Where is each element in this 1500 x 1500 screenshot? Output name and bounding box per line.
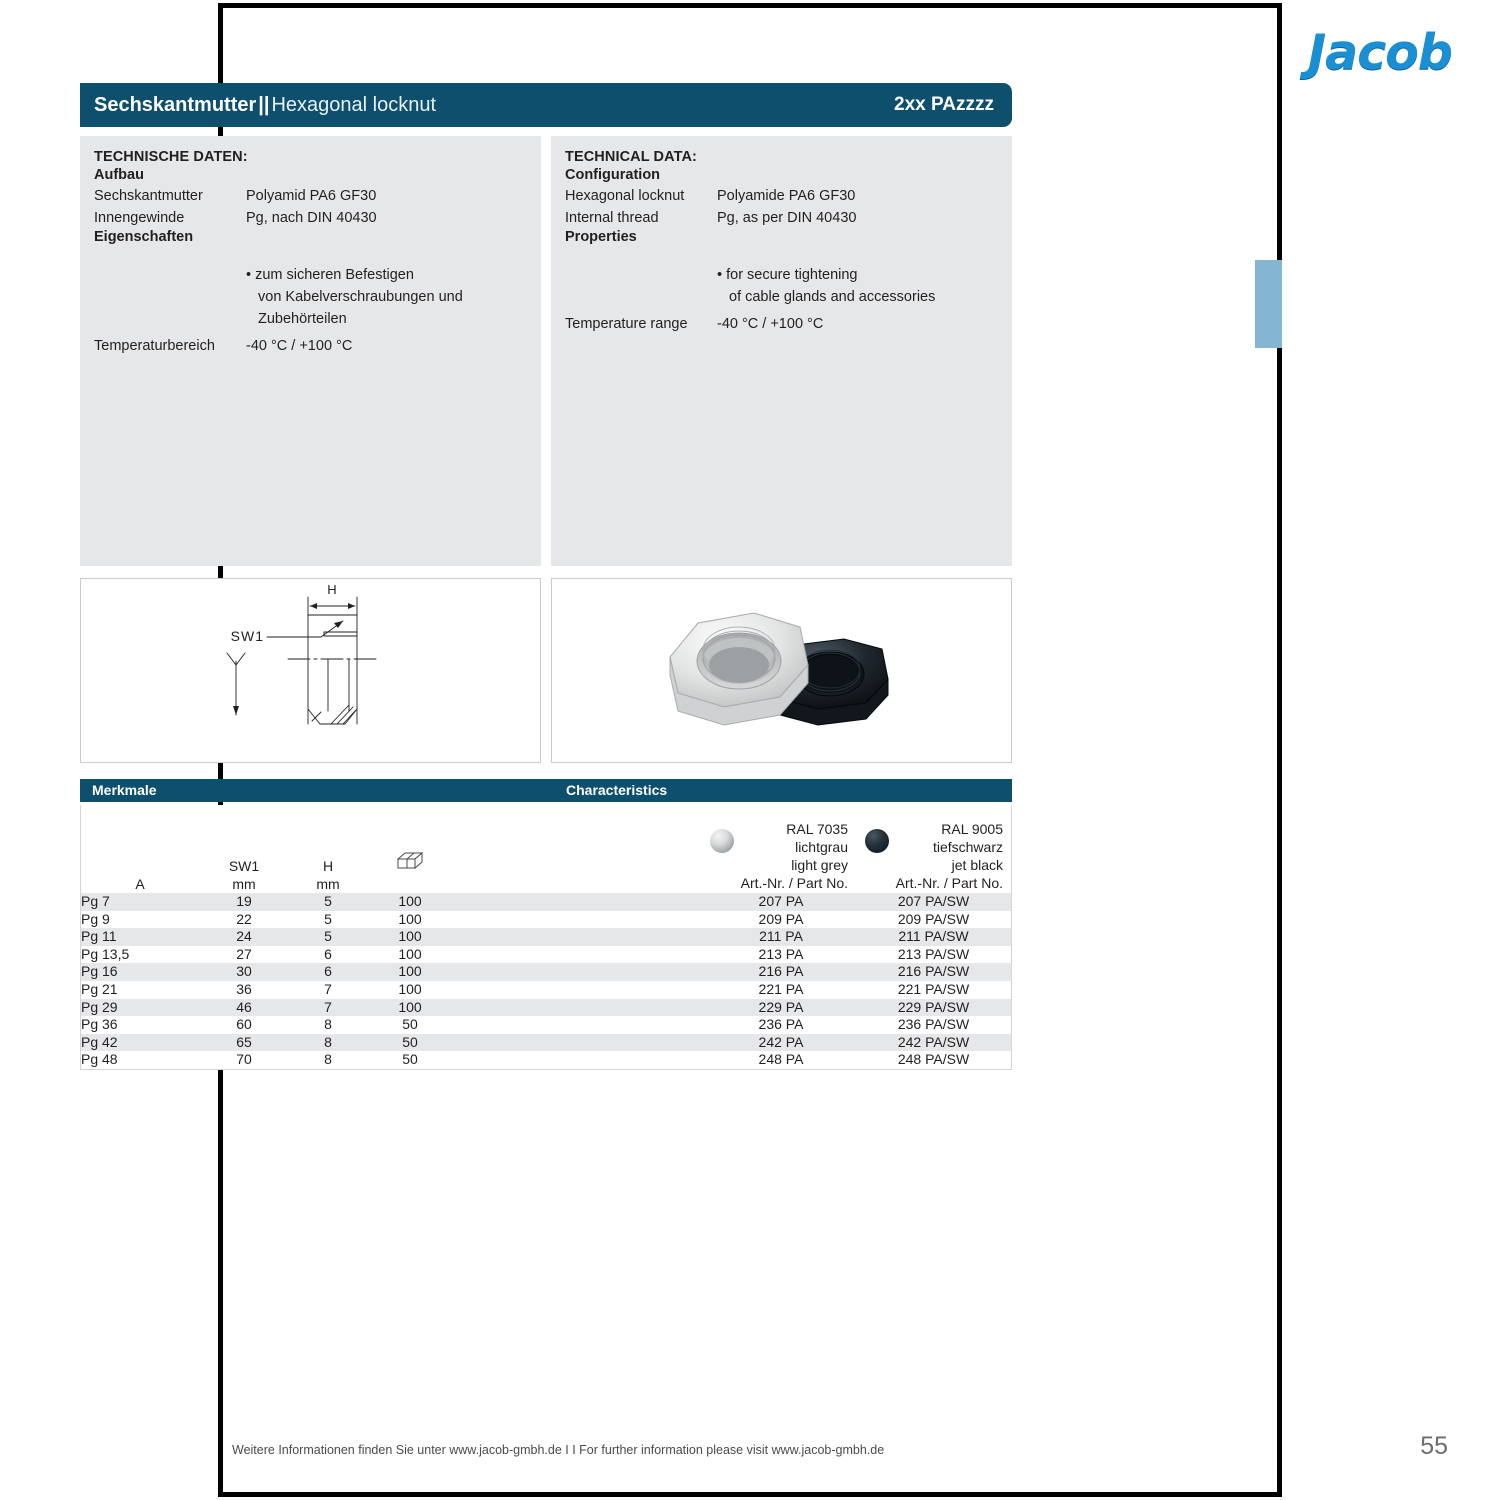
spec-label-temperature: Temperature range <box>565 316 688 333</box>
spec-label: Innengewinde <box>94 210 185 227</box>
table-row <box>81 928 1011 946</box>
table-row <box>81 963 1011 981</box>
cell-part-no-black: 209 PA/SW <box>856 911 1011 929</box>
spec-properties-list-english <box>565 264 994 308</box>
cell-packaging-qty: 100 <box>367 928 453 946</box>
cell-spacer <box>453 911 706 929</box>
table-row <box>81 1016 1011 1034</box>
table-header <box>81 805 1011 893</box>
cell-sw1: 70 <box>199 1051 289 1069</box>
page-title-bar <box>80 83 1012 127</box>
spec-subheading-configuration-english: Configuration <box>565 167 661 183</box>
spec-value: Polyamide PA6 GF30 <box>717 188 856 204</box>
color-info-jet-black: RAL 9005 tiefschwarz jet black Art.-Nr. / Part No. <box>895 821 1003 892</box>
cell-h: 5 <box>289 893 367 911</box>
table-body <box>81 893 1011 1069</box>
spec-label: Sechskantmutter <box>94 188 203 204</box>
spec-value-temperature: -40 °C / +100 °C <box>717 316 824 333</box>
cell-packaging-qty: 100 <box>367 893 453 911</box>
cell-size-a: Pg 16 <box>81 963 199 981</box>
column-header-part-no-black <box>856 805 1011 893</box>
cell-h: 6 <box>289 946 367 964</box>
spec-label: Internal thread <box>565 210 659 227</box>
part-code-badge: 2xx PAzzzz <box>894 94 994 115</box>
spec-bullet: • for secure tightening <box>717 267 858 284</box>
cell-size-a: Pg 48 <box>81 1051 199 1069</box>
spec-heading-german: TECHNISCHE DATEN: <box>94 149 248 165</box>
cell-spacer <box>453 893 706 911</box>
cell-part-no-grey: 229 PA <box>706 999 856 1017</box>
cell-part-no-black: 236 PA/SW <box>856 1016 1011 1034</box>
drawing-label-sw1: SW1 <box>230 628 264 644</box>
technical-data-panel-english <box>551 136 1012 566</box>
spec-subheading-properties-german: Eigenschaften <box>94 229 194 246</box>
cell-spacer <box>453 1034 706 1052</box>
spec-bullet-continuation: of cable glands and accessories <box>729 289 936 306</box>
spec-value-temperature: -40 °C / +100 °C <box>246 338 353 355</box>
spec-label: Hexagonal locknut <box>565 188 685 204</box>
cell-spacer <box>453 1051 706 1069</box>
cell-spacer <box>453 999 706 1017</box>
column-header-part-no-grey <box>706 805 856 893</box>
table-header-row <box>81 805 1011 893</box>
cell-spacer <box>453 928 706 946</box>
spec-heading-english: TECHNICAL DATA: <box>565 149 697 165</box>
spec-label-temperature: Temperaturbereich <box>94 338 215 355</box>
cell-part-no-grey: 242 PA <box>706 1034 856 1052</box>
cell-sw1: 46 <box>199 999 289 1017</box>
page-title-english: Hexagonal locknut <box>271 93 437 116</box>
cell-part-no-grey: 236 PA <box>706 1016 856 1034</box>
cell-h: 8 <box>289 1016 367 1034</box>
color-info-light-grey: RAL 7035 lichtgrau light grey Art.-Nr. / Part No. <box>740 821 848 892</box>
column-header-spacer <box>453 805 706 893</box>
cell-sw1: 60 <box>199 1016 289 1034</box>
cell-sw1: 27 <box>199 946 289 964</box>
table-row <box>81 946 1011 964</box>
specifications-table <box>81 805 1011 1069</box>
spec-value: Polyamid PA6 GF30 <box>246 188 377 204</box>
drawing-label-h: H <box>327 582 337 597</box>
cell-size-a: Pg 21 <box>81 981 199 999</box>
cell-size-a: Pg 42 <box>81 1034 199 1052</box>
cell-part-no-grey: 209 PA <box>706 911 856 929</box>
cell-spacer <box>453 981 706 999</box>
cell-packaging-qty: 100 <box>367 999 453 1017</box>
cell-spacer <box>453 1016 706 1034</box>
spec-bullet: • zum sicheren Befestigen <box>246 267 414 284</box>
spec-row <box>94 185 523 207</box>
spec-subheading-properties-english: Properties <box>565 229 637 246</box>
cell-h: 7 <box>289 999 367 1017</box>
locknut-product-photo <box>552 579 1011 762</box>
cell-part-no-grey: 221 PA <box>706 981 856 999</box>
column-header-packaging <box>367 805 453 893</box>
table-row <box>81 893 1011 911</box>
page-title-german: Sechskantmutter <box>94 93 257 116</box>
color-swatch-light-grey <box>710 829 734 853</box>
cell-part-no-grey: 211 PA <box>706 928 856 946</box>
cell-sw1: 22 <box>199 911 289 929</box>
features-label-german: Merkmale <box>92 782 157 798</box>
spec-row <box>565 207 994 229</box>
cell-part-no-black: 229 PA/SW <box>856 999 1011 1017</box>
table-row <box>81 1034 1011 1052</box>
cell-size-a: Pg 36 <box>81 1016 199 1034</box>
cell-part-no-black: 213 PA/SW <box>856 946 1011 964</box>
cell-sw1: 36 <box>199 981 289 999</box>
features-label-english: Characteristics <box>566 782 668 798</box>
cell-h: 5 <box>289 911 367 929</box>
column-header-h: H mm <box>316 858 340 892</box>
spec-subheading-configuration-german: Aufbau <box>94 167 144 183</box>
cell-h: 8 <box>289 1034 367 1052</box>
cell-packaging-qty: 100 <box>367 946 453 964</box>
cell-part-no-grey: 248 PA <box>706 1051 856 1069</box>
cell-h: 8 <box>289 1051 367 1069</box>
features-section-bar <box>80 779 1012 802</box>
cell-packaging-qty: 100 <box>367 981 453 999</box>
cell-packaging-qty: 50 <box>367 1051 453 1069</box>
cell-size-a: Pg 7 <box>81 893 199 911</box>
technical-data-panel-german <box>80 136 541 566</box>
cell-sw1: 19 <box>199 893 289 911</box>
cell-size-a: Pg 13,5 <box>81 946 199 964</box>
color-swatch-jet-black <box>865 829 889 853</box>
page-title <box>94 94 436 117</box>
cell-packaging-qty: 100 <box>367 963 453 981</box>
spec-value: Pg, as per DIN 40430 <box>717 210 857 227</box>
table-row <box>81 981 1011 999</box>
cell-spacer <box>453 946 706 964</box>
table-row <box>81 911 1011 929</box>
cell-sw1: 65 <box>199 1034 289 1052</box>
footer-note: Weitere Informationen finden Sie unter www.jacob-gmbh.de I I For further information please visit www.jacob-gmbh.de <box>232 1443 885 1457</box>
title-separator: || <box>258 93 270 116</box>
cell-sw1: 24 <box>199 928 289 946</box>
carton-box-icon <box>396 850 424 875</box>
cell-part-no-black: 221 PA/SW <box>856 981 1011 999</box>
cell-size-a: Pg 11 <box>81 928 199 946</box>
table-row <box>81 1051 1011 1069</box>
cell-part-no-grey: 216 PA <box>706 963 856 981</box>
product-photo-box <box>551 578 1012 763</box>
cell-part-no-grey: 207 PA <box>706 893 856 911</box>
cell-packaging-qty: 50 <box>367 1016 453 1034</box>
column-header-sw1: SW1 mm <box>228 858 260 892</box>
cell-spacer <box>453 963 706 981</box>
spec-value: Pg, nach DIN 40430 <box>246 210 377 227</box>
cell-part-no-black: 207 PA/SW <box>856 893 1011 911</box>
cell-part-no-black: 248 PA/SW <box>856 1051 1011 1069</box>
spec-row-temperature <box>94 335 523 357</box>
technical-drawing-box <box>80 578 541 763</box>
cell-size-a: Pg 9 <box>81 911 199 929</box>
locknut-cross-section-drawing <box>81 579 540 762</box>
spec-row <box>565 185 994 207</box>
cell-part-no-grey: 213 PA <box>706 946 856 964</box>
spec-row <box>94 207 523 229</box>
spec-row-temperature <box>565 313 994 335</box>
cell-packaging-qty: 100 <box>367 911 453 929</box>
cell-sw1: 30 <box>199 963 289 981</box>
page-number: 55 <box>1420 1432 1448 1460</box>
column-header-a: A <box>135 875 145 892</box>
spec-bullet-continuation: von Kabelverschraubungen und Zubehörteilen <box>258 289 463 328</box>
specifications-table-container <box>80 805 1012 1070</box>
cell-h: 7 <box>289 981 367 999</box>
table-row <box>81 999 1011 1017</box>
spec-properties-list-german <box>94 264 523 330</box>
cell-h: 6 <box>289 963 367 981</box>
cell-part-no-black: 211 PA/SW <box>856 928 1011 946</box>
section-edge-tab <box>1255 260 1282 348</box>
cell-part-no-black: 242 PA/SW <box>856 1034 1011 1052</box>
cell-part-no-black: 216 PA/SW <box>856 963 1011 981</box>
cell-size-a: Pg 29 <box>81 999 199 1017</box>
cell-packaging-qty: 50 <box>367 1034 453 1052</box>
cell-h: 5 <box>289 928 367 946</box>
jacob-logo: Jacob <box>1307 24 1452 81</box>
